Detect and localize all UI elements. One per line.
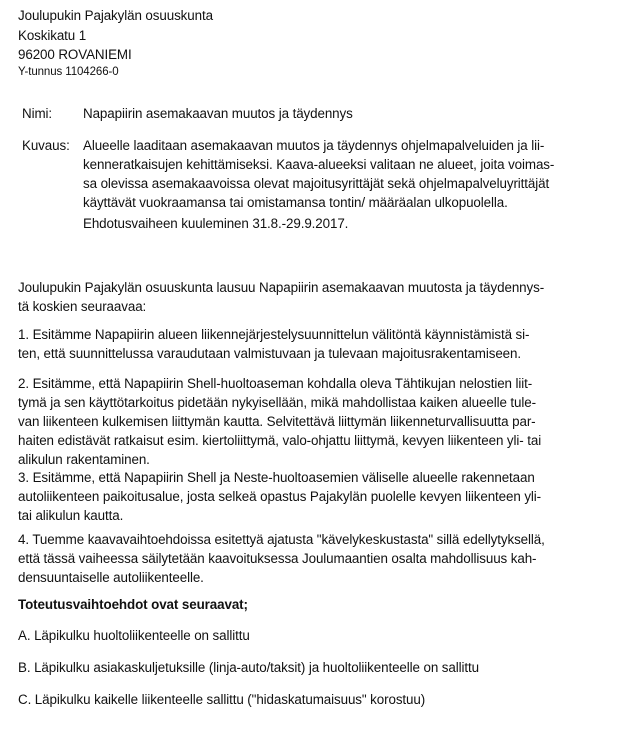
point-line: haiten edistävät ratkaisut esim. kiertoliittymä, valo-ohjattu liittymä, kevyen liikenteen yli- tai [18,433,542,448]
intro-line: Joulupukin Pajakylän osuuskunta lausuu Napapiirin asemakaavan muutosta ja täydennys- [18,280,545,295]
sender-name: Joulupukin Pajakylän osuuskunta [18,8,213,23]
point-line: tai alikulun kautta. [18,508,124,523]
option-a: A. Läpikulku huoltoliikenteelle on sallittu [18,628,250,643]
point-line: 3. Esitämme, että Napapiirin Shell ja Neste-huoltoasemien väliselle alueelle rakennetaan [18,470,535,485]
point-line: ten, että suunnittelussa varaudutaan valmistuvaan ja tulevaan majoitusrakentamiseen. [18,346,521,361]
point-4 [18,530,545,587]
point-1 [18,325,529,363]
description-line: sa olevissa asemakaavoissa olevat majoitusyrittäjät sekä ohjelmapalveluyrittäjät [83,176,550,191]
options-heading: Toteutusvaihtoehdot ovat seuraavat; [18,597,248,612]
hearing-period: Ehdotusvaiheen kuuleminen 31.8.-29.9.2017. [83,216,349,231]
description-paragraph [83,136,554,212]
point-line: 2. Esitämme, että Napapiirin Shell-huoltoaseman kohdalla oleva Tähtikujan nelostien liit- [18,376,533,391]
point-line: 4. Tuemme kaavavaihtoehdoissa esitettyä ajatusta "kävelykeskustasta" sillä edellytyksellä, [18,532,545,547]
point-line: van liikenteen kulkemisen liittymän kautta. Selvitettävä liittymän liikenneturvallisuutta par- [18,414,536,429]
point-3 [18,468,541,525]
point-line: että tässä vaiheessa säilytetään kaavoituksessa Joulumaantien osalta mahdollisuus kah- [18,551,537,566]
sender-street: Koskikatu 1 [18,28,87,43]
intro-paragraph [18,278,544,316]
sender-city: 96200 ROVANIEMI [18,47,132,62]
name-label: Nimi: [22,106,52,121]
point-line: alikulun rakentaminen. [18,452,150,467]
description-line: kenneratkaisujen kehittämiseksi. Kaava-alueeksi valitaan ne alueet, joita voimas- [83,157,555,172]
option-b: B. Läpikulku asiakaskuljetuksille (linja-auto/taksit) ja huoltoliikenteelle on sallittu [18,660,479,675]
point-line: autoliikenteen paikoitusalue, josta selkeä opastus Pajakylän puolelle kevyen liikenteen yli- [18,489,542,504]
description-line: Alueelle laaditaan asemakaavan muutos ja täydennys ohjelmapalveluiden ja lii- [83,138,545,153]
name-value: Napapiirin asemakaavan muutos ja täydennys [83,106,353,121]
intro-line: tä koskien seuraavaa: [18,299,147,314]
point-line: densuuntaiselle autoliikenteelle. [18,570,204,585]
point-line: 1. Esitämme Napapiirin alueen liikennejärjestelysuunnittelun välitöntä käynnistämistä si- [18,327,530,342]
description-line: käyttävät vuokraamansa tai omistamansa tontin/ määräalan ulkopuolella. [83,195,508,210]
option-c: C. Läpikulku kaikelle liikenteelle sallittu ("hidaskatumaisuus" korostuu) [18,692,426,707]
point-line: tymä ja sen käyttötarkoitus pidetään nykyisellään, mikä mahdollistaa kaiken alueelle tule- [18,395,536,410]
point-2 [18,374,541,469]
description-label: Kuvaus: [22,138,70,153]
sender-business-id: Y-tunnus 1104266-0 [18,66,119,78]
